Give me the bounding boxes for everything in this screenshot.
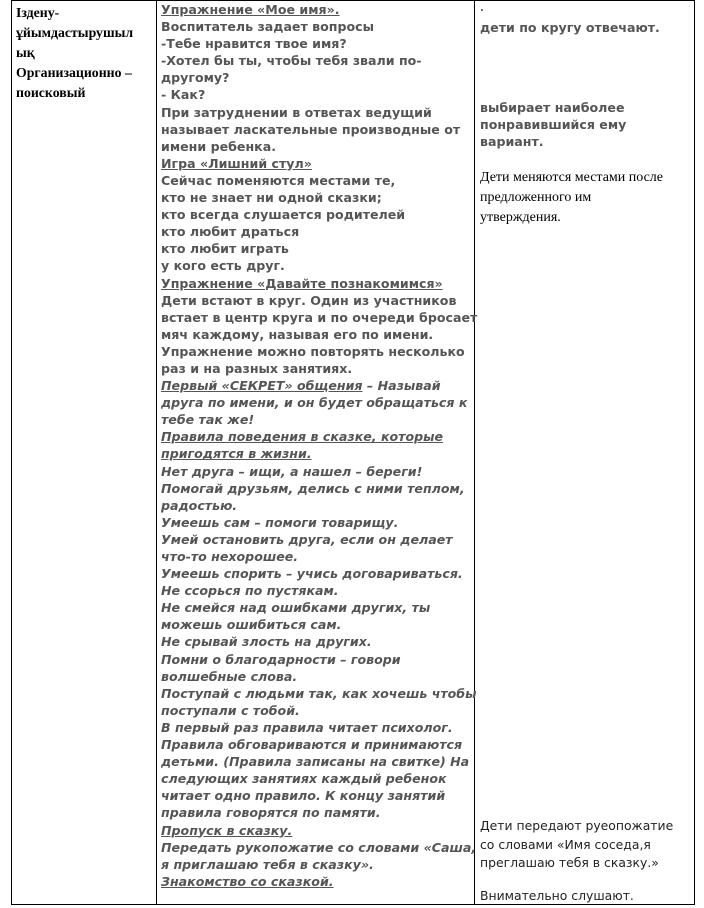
activity-line: -Тебе нравится твое имя?	[161, 36, 347, 52]
stage-cell	[12, 1, 157, 905]
activity-line: Умеешь сам – помоги товарищу.	[161, 514, 399, 530]
activity-line: Дети встают в круг. Один из участников	[161, 292, 457, 308]
activity-line: можешь ошибиться сам.	[161, 617, 342, 633]
activity-line: что-то нехорошее.	[161, 549, 299, 564]
answer-circle-line: дети по кругу отвечают.	[480, 20, 660, 35]
activity-line: кто любит играть	[161, 241, 289, 257]
stage-line: Іздену-	[16, 5, 60, 20]
activity-line: имени ребенка.	[161, 138, 276, 154]
swap-line: предложенного им	[480, 190, 592, 205]
activity-line: Правила обговариваются и принимаются	[161, 737, 463, 753]
activity-line: Упражнение «Давайте познакомимся»	[161, 275, 443, 291]
activity-line: Не срывай злость на других.	[161, 634, 372, 650]
activity-line: Пропуск в сказку.	[161, 822, 293, 838]
activity-line: читает одно правило. К концу занятий	[161, 788, 446, 804]
handshake-line: Дети передают руеопожатие	[480, 818, 674, 833]
activity-line: Упражнение «Мое имя».	[161, 2, 340, 17]
activity-line: Игра «Лишний стул»	[161, 155, 312, 171]
table-row	[12, 1, 695, 905]
handshake-text	[480, 817, 673, 873]
activity-line: радостью.	[161, 497, 238, 513]
activity-line: Не смейся над ошибками других, ты	[161, 600, 431, 616]
activity-line: кто не знает ни одной сказки;	[161, 190, 382, 206]
activity-line: друга по имени, и он будет обращаться к	[161, 395, 468, 411]
activity-line: Знакомство со сказкой.	[161, 873, 334, 889]
handshake-line: преглашаю тебя в сказку.»	[480, 855, 659, 870]
activity-line: другому?	[161, 70, 230, 86]
teacher-activity-text	[161, 1, 478, 890]
activity-line: Воспитатель задает вопросы	[161, 19, 375, 35]
activity-line: - Как?	[161, 87, 206, 103]
stage-line: ұйымдастырушыл	[16, 25, 134, 40]
activity-line: тебе так же!	[161, 412, 255, 428]
teacher-activity-cell	[157, 1, 478, 905]
activity-line: Упражнение можно повторять несколько	[161, 343, 465, 359]
activity-line: Сейчас поменяются местами те,	[161, 172, 396, 188]
stage-title	[16, 1, 152, 103]
activity-line: Поступай с людьми так, как хочешь чтобы	[161, 685, 477, 701]
activity-line: называет ласкательные производные от	[161, 121, 461, 137]
secret-title: Первый «СЕКРЕТ» общения	[161, 378, 363, 394]
activity-line: Умеешь спорить – учись договариваться.	[161, 566, 463, 582]
activity-line: Умей остановить друга, если он делает	[161, 531, 453, 547]
activity-line: Помогай друзьям, делись с ними теплом,	[161, 480, 465, 496]
choice-line: вариант.	[480, 134, 544, 149]
activity-line: правила говорятся по памяти.	[161, 805, 381, 821]
dot-mark: .	[480, 3, 484, 14]
swap-line: Дети меняются местами после	[480, 170, 664, 185]
lesson-plan-table	[11, 0, 695, 905]
children-activity-cell	[475, 1, 695, 905]
listen-line: Внимательно слушают.	[480, 888, 634, 903]
activity-line: Передать рукопожатие со словами «Саша,	[161, 839, 477, 855]
activity-line: следующих занятиях каждый ребенок	[161, 771, 447, 787]
swap-text	[480, 168, 663, 228]
activity-line: у кого есть друг.	[161, 258, 285, 274]
activity-line	[161, 377, 470, 394]
activity-line: При затруднении в ответах ведущий	[161, 104, 432, 120]
activity-line: -Хотел бы ты, чтобы тебя звали по-	[161, 53, 422, 69]
secret-rest: – Называй	[362, 378, 441, 394]
activity-line: волшебные слова.	[161, 668, 298, 684]
swap-line: утверждения.	[480, 210, 561, 225]
handshake-line: со словами «Имя соседа,я	[480, 836, 651, 852]
activity-line: кто любит драться	[161, 224, 300, 240]
activity-line: Помни о благодарности – говори	[161, 651, 401, 667]
stage-line: Организационно –	[16, 65, 132, 80]
activity-line: пригодятся в жизни.	[161, 446, 312, 462]
activity-line: Правила поведения в сказке, которые	[161, 429, 444, 445]
choice-text	[480, 99, 626, 150]
activity-line: детьми. (Правила записаны на свитке) На	[161, 754, 470, 770]
activity-line: Нет друга – ищи, а нашел – береги!	[161, 463, 423, 479]
activity-line: поступали с тобой.	[161, 702, 300, 718]
choice-line: выбирает наиболее	[480, 100, 625, 115]
listen-text	[480, 887, 634, 906]
activity-line: мяч каждому, называя его по имени.	[161, 326, 434, 342]
activity-line: кто всегда слушается родителей	[161, 207, 406, 223]
activity-line: встает в центр круга и по очереди бросает	[161, 309, 478, 325]
activity-line: я приглашаю тебя в сказку».	[161, 856, 374, 872]
choice-line: понравившийся ему	[480, 117, 627, 132]
answer-circle-text	[480, 19, 660, 36]
activity-line: Не ссорься по пустякам.	[161, 583, 339, 599]
activity-line: В первый раз правила читает психолог.	[161, 719, 453, 735]
stage-line: ық	[16, 45, 35, 60]
activity-line: раз и на разных занятиях.	[161, 360, 353, 376]
stage-line: поисковый	[16, 85, 86, 100]
